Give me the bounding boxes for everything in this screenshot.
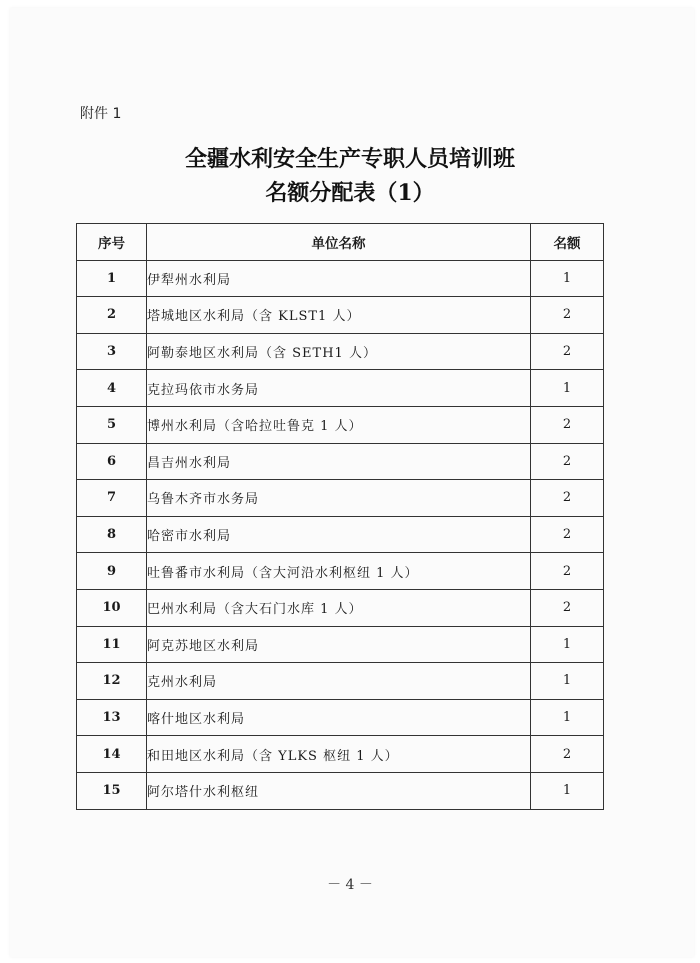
- row-number: 4: [77, 370, 147, 407]
- quota-value: 1: [531, 699, 604, 736]
- quota-value: 2: [531, 443, 604, 480]
- table-row: [77, 626, 604, 663]
- quota-value: 2: [531, 480, 604, 517]
- unit-name: 乌鲁木齐市水务局: [147, 480, 531, 517]
- document-title-line-1: 全疆水利安全生产专职人员培训班: [184, 146, 515, 172]
- quota-value: 2: [531, 297, 604, 334]
- row-number: 8: [77, 516, 147, 553]
- table-row: [77, 772, 604, 809]
- quota-value: 2: [531, 333, 604, 370]
- header-unit: 单位名称: [147, 224, 531, 261]
- quota-value: 1: [531, 370, 604, 407]
- table-row: [77, 516, 604, 553]
- unit-name: 博州水利局（含哈拉吐鲁克 1 人）: [147, 406, 531, 443]
- row-number: 12: [77, 663, 147, 700]
- unit-name: 巴州水利局（含大石门水库 1 人）: [147, 589, 531, 626]
- row-number: 5: [77, 406, 147, 443]
- attachment-label: 附件 1: [80, 106, 122, 122]
- unit-name: 吐鲁番市水利局（含大河沿水利枢纽 1 人）: [147, 553, 531, 590]
- table-row: [77, 480, 604, 517]
- row-number: 2: [77, 297, 147, 334]
- row-number: 14: [77, 736, 147, 773]
- table-header-row: [77, 224, 604, 261]
- row-number: 11: [77, 626, 147, 663]
- unit-name: 哈密市水利局: [147, 516, 531, 553]
- quota-table: [76, 223, 604, 810]
- row-number: 15: [77, 772, 147, 809]
- table-row: [77, 663, 604, 700]
- unit-name: 阿尔塔什水利枢纽: [147, 772, 531, 809]
- quota-value: 1: [531, 772, 604, 809]
- table-row: [77, 736, 604, 773]
- quota-value: 1: [531, 663, 604, 700]
- table-row: [77, 260, 604, 297]
- quota-value: 2: [531, 589, 604, 626]
- unit-name: 阿勒泰地区水利局（含 SETH1 人）: [147, 333, 531, 370]
- row-number: 1: [77, 260, 147, 297]
- table-row: [77, 699, 604, 736]
- unit-name: 喀什地区水利局: [147, 699, 531, 736]
- unit-name: 和田地区水利局（含 YLKS 枢纽 1 人）: [147, 736, 531, 773]
- row-number: 3: [77, 333, 147, 370]
- header-quota: 名额: [531, 224, 604, 261]
- table-row: [77, 333, 604, 370]
- table-row: [77, 370, 604, 407]
- unit-name: 伊犁州水利局: [147, 260, 531, 297]
- unit-name: 昌吉州水利局: [147, 443, 531, 480]
- row-number: 13: [77, 699, 147, 736]
- quota-value: 2: [531, 516, 604, 553]
- row-number: 10: [77, 589, 147, 626]
- table-row: [77, 553, 604, 590]
- document-title-line-2: 名额分配表（1）: [265, 180, 435, 206]
- table-row: [77, 589, 604, 626]
- row-number: 6: [77, 443, 147, 480]
- row-number: 7: [77, 480, 147, 517]
- unit-name: 阿克苏地区水利局: [147, 626, 531, 663]
- page-number: － 4 －: [327, 877, 373, 893]
- quota-value: 2: [531, 736, 604, 773]
- table-row: [77, 406, 604, 443]
- table-row: [77, 443, 604, 480]
- header-no: 序号: [77, 224, 147, 261]
- table-body: [77, 260, 604, 809]
- quota-value: 2: [531, 406, 604, 443]
- unit-name: 克拉玛依市水务局: [147, 370, 531, 407]
- quota-value: 2: [531, 553, 604, 590]
- quota-value: 1: [531, 260, 604, 297]
- unit-name: 塔城地区水利局（含 KLST1 人）: [147, 297, 531, 334]
- table-row: [77, 297, 604, 334]
- unit-name: 克州水利局: [147, 663, 531, 700]
- row-number: 9: [77, 553, 147, 590]
- quota-value: 1: [531, 626, 604, 663]
